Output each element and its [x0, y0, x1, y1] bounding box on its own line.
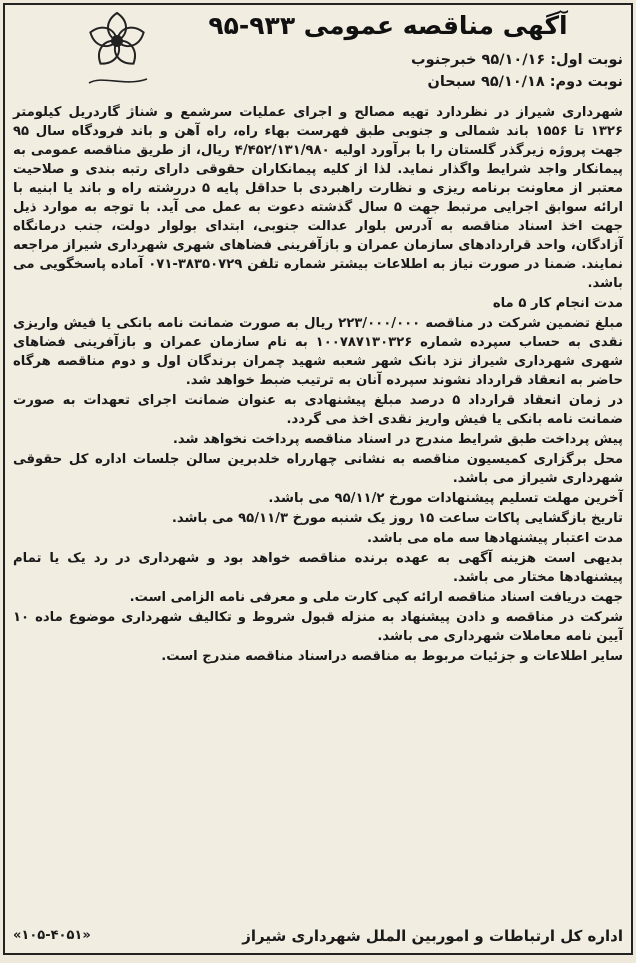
paragraph-documents-requirement: جهت دریافت اسناد مناقصه ارائه کپی کارت ملی و معرفی نامه الزامی است.	[129, 590, 623, 605]
first-notice: نوبت اول: ۹۵/۱۰/۱۶ خبرجنوب	[411, 52, 623, 68]
paragraph-acceptance: شرکت در مناقصه و دادن پیشنهاد به منزله قبول شروط و تکالیف شهرداری موضوع ماده ۱۰ آیین نامه معاملات شهرداری می باشد.	[13, 610, 623, 644]
notice-body	[13, 103, 623, 667]
notice-header	[5, 5, 631, 97]
notice-title: آگهی مناقصه عمومی ۹۳۳-۹۵	[208, 11, 568, 40]
paragraph-ad-cost: بدیهی است هزینه آگهی به عهده برنده مناقصه خواهد بود و شهرداری در رد یک یا تمام پیشنهادها مختار می باشد.	[13, 551, 623, 585]
notice-footer	[13, 925, 623, 947]
second-notice: نوبت دوم: ۹۵/۱۰/۱۸ سبحان	[427, 74, 623, 90]
shiraz-municipality-logo	[67, 9, 167, 93]
paragraph-validity: مدت اعتبار پیشنهادها سه ماه می باشد.	[367, 531, 623, 546]
paragraph-contract-guarantee: در زمان انعقاد قرارداد ۵ درصد مبلغ پیشنهادی به عنوان ضمانت اجرای تعهدات به صورت ضمانت نامه بانکی یا فیش واریز نقدی اخذ می گردد.	[13, 393, 623, 427]
paragraph-other-info: سایر اطلاعات و جزئیات مربوط به مناقصه دراسناد مناقصه مندرج است.	[161, 649, 623, 664]
paragraph-guarantee: مبلغ تضمین شرکت در مناقصه ۲۲۳/۰۰۰/۰۰۰ ریال به صورت ضمانت نامه بانکی یا فیش واریزی نقدی به حساب سپرده شماره ۱۰۰۷۸۷۱۳۰۳۲۶ به نام سازمان عمران و بازآفرینی فضاهای شهری شهرداری شیراز نزد بانک شهر شعبه شهید چمران برندگان اول و دوم مناقصه هرگاه حاضر به انعقاد قرارداد نشوند سپرده آنان به ترتیب ضبط خواهد شد.	[13, 316, 623, 388]
paragraph-commission-location: محل برگزاری کمیسیون مناقصه به نشانی چهارراه خلدبرین سالن جلسات اداره کل حقوقی شهرداری شیراز می باشد.	[13, 452, 623, 486]
tender-notice	[3, 3, 633, 955]
notice-code: «۱۰۵-۴۰۵۱»	[13, 928, 91, 943]
issuing-office: اداره کل ارتباطات و اموربین الملل شهرداری شیراز	[242, 927, 623, 945]
paragraph-duration: مدت انجام کار ۵ ماه	[492, 296, 623, 311]
publication-dates	[223, 49, 623, 93]
paragraph-opening-date: تاریخ بازگشایی پاکات ساعت ۱۵ روز یک شنبه مورخ ۹۵/۱۱/۳ می باشد.	[171, 511, 623, 526]
paragraph-intro: شهرداری شیراز در نظردارد تهیه مصالح و اجرای عملیات سرشمع و شناژ گاردریل کیلومتر ۱۳۲۶ تا ۱۵۵۶ باند شمالی و جنوبی طبق فهرست بهاء راه، راه آهن و باند فرودگاه سال ۹۵ جهت پروژه زیرگذر گلستان را با برآورد اولیه ۴/۴۵۲/۱۳۱/۹۸۰ ریال، از طریق مناقصه عمومی به پیمانکار واجد شرایط واگذار نماید. لذا از کلیه پیمانکاران حقوقی دارای رتبه بندی و صلاحیت معتبر از معاونت برنامه ریزی و نظارت راهبردی با حداقل پایه ۵ دررشته راه و باند یا ابنیه با ارائه سوابق اجرایی مرتبط جهت ۵ سال گذشته دعوت به عمل می آید. با توجه به موارد ذیل جهت اخذ اسناد مناقصه به آدرس بلوار عدالت جنوبی، ابتدای بولوار دولت، جنب درمانگاه آزادگان، واحد قراردادهای سازمان عمران و بازآفرینی فضاهای شهری شهرداری شیراز مراجعه نمایند. ضمنا در صورت نیاز به اطلاعات بیشتر شماره تلفن ۳۸۳۵۰۷۲۹-۰۷۱ آماده پاسخگویی می باشد.	[13, 105, 624, 291]
paragraph-prepayment: پیش پرداخت طبق شرایط مندرج در اسناد مناقصه پرداخت نخواهد شد.	[172, 432, 623, 447]
paragraph-deadline: آخرین مهلت تسلیم پیشنهادات مورخ ۹۵/۱۱/۲ می باشد.	[268, 491, 623, 506]
